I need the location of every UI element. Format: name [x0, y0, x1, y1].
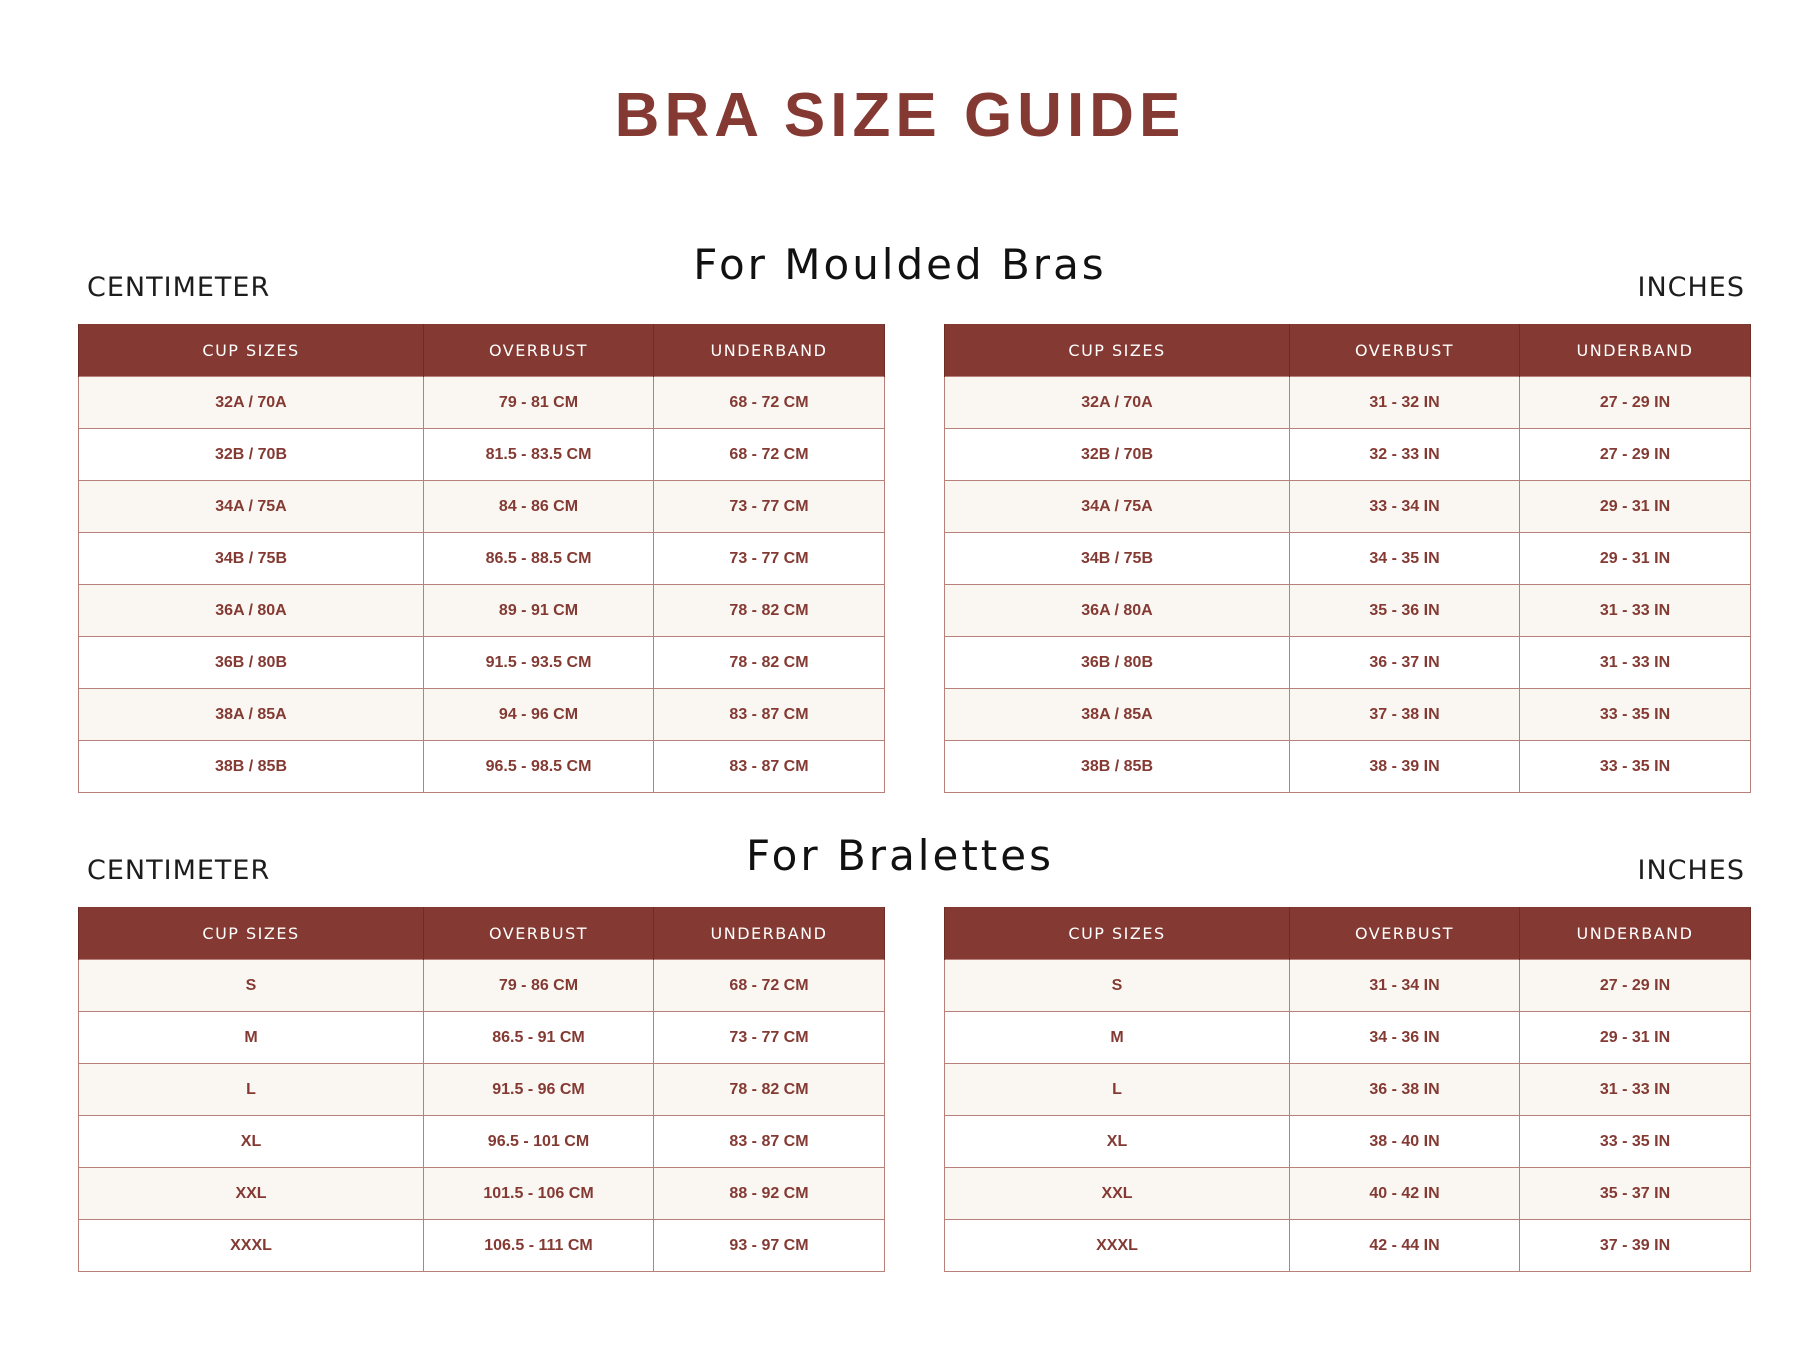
table-row: [945, 960, 1751, 1012]
cell-cup-sizes: 36A / 80A: [945, 585, 1290, 637]
cell-cup-sizes: 34B / 75B: [79, 533, 424, 585]
unit-label-centimeter: CENTIMETER: [87, 855, 271, 886]
cell-cup-sizes: 32B / 70B: [79, 429, 424, 481]
cell-underband: 73 - 77 CM: [654, 1012, 885, 1064]
cell-overbust: 106.5 - 111 CM: [424, 1220, 654, 1272]
cell-underband: 31 - 33 IN: [1520, 1064, 1751, 1116]
table-row: [79, 429, 885, 481]
cell-underband: 33 - 35 IN: [1520, 1116, 1751, 1168]
table-header-row: [945, 324, 1751, 377]
cell-cup-sizes: XXXL: [79, 1220, 424, 1272]
cell-overbust: 40 - 42 IN: [1290, 1168, 1520, 1220]
cell-overbust: 38 - 40 IN: [1290, 1116, 1520, 1168]
cell-overbust: 34 - 35 IN: [1290, 533, 1520, 585]
unit-label-centimeter: CENTIMETER: [87, 272, 271, 303]
cell-underband: 83 - 87 CM: [654, 689, 885, 741]
cell-overbust: 37 - 38 IN: [1290, 689, 1520, 741]
table-row: [79, 1116, 885, 1168]
cell-overbust: 31 - 34 IN: [1290, 960, 1520, 1012]
cell-overbust: 84 - 86 CM: [424, 481, 654, 533]
cell-cup-sizes: 38B / 85B: [79, 741, 424, 793]
cell-overbust: 34 - 36 IN: [1290, 1012, 1520, 1064]
cell-underband: 83 - 87 CM: [654, 1116, 885, 1168]
cell-underband: 31 - 33 IN: [1520, 637, 1751, 689]
section-title-moulded-bras: For Moulded Bras: [693, 240, 1107, 289]
unit-label-inches: INCHES: [1637, 855, 1745, 886]
cell-underband: 78 - 82 CM: [654, 637, 885, 689]
cell-overbust: 86.5 - 91 CM: [424, 1012, 654, 1064]
cell-underband: 33 - 35 IN: [1520, 689, 1751, 741]
column-header-underband: UNDERBAND: [1520, 324, 1751, 377]
cell-cup-sizes: 36B / 80B: [945, 637, 1290, 689]
column-header-underband: UNDERBAND: [654, 907, 885, 960]
cell-underband: 31 - 33 IN: [1520, 585, 1751, 637]
cell-underband: 88 - 92 CM: [654, 1168, 885, 1220]
cell-underband: 68 - 72 CM: [654, 960, 885, 1012]
cell-underband: 27 - 29 IN: [1520, 429, 1751, 481]
table-row: [945, 533, 1751, 585]
table-row: [945, 689, 1751, 741]
cell-overbust: 91.5 - 96 CM: [424, 1064, 654, 1116]
cell-cup-sizes: L: [945, 1064, 1290, 1116]
cell-underband: 73 - 77 CM: [654, 481, 885, 533]
table-row: [945, 1116, 1751, 1168]
cell-overbust: 91.5 - 93.5 CM: [424, 637, 654, 689]
table-row: [945, 741, 1751, 793]
moulded-inches-table: [944, 324, 1751, 793]
cell-underband: 73 - 77 CM: [654, 533, 885, 585]
cell-underband: 29 - 31 IN: [1520, 1012, 1751, 1064]
cell-overbust: 32 - 33 IN: [1290, 429, 1520, 481]
cell-overbust: 94 - 96 CM: [424, 689, 654, 741]
column-header-cup-sizes: CUP SIZES: [79, 324, 424, 377]
table-header-row: [945, 907, 1751, 960]
table-row: [79, 377, 885, 429]
table-row: [79, 1168, 885, 1220]
cell-cup-sizes: 32B / 70B: [945, 429, 1290, 481]
table-row: [79, 1064, 885, 1116]
cell-overbust: 101.5 - 106 CM: [424, 1168, 654, 1220]
cell-underband: 33 - 35 IN: [1520, 741, 1751, 793]
table-row: [945, 377, 1751, 429]
cell-underband: 37 - 39 IN: [1520, 1220, 1751, 1272]
table-row: [79, 1012, 885, 1064]
cell-cup-sizes: 36A / 80A: [79, 585, 424, 637]
cell-cup-sizes: S: [945, 960, 1290, 1012]
table-header-row: [79, 907, 885, 960]
cell-overbust: 79 - 86 CM: [424, 960, 654, 1012]
cell-underband: 83 - 87 CM: [654, 741, 885, 793]
table-row: [79, 637, 885, 689]
column-header-cup-sizes: CUP SIZES: [79, 907, 424, 960]
column-header-overbust: OVERBUST: [424, 324, 654, 377]
table-row: [945, 585, 1751, 637]
cell-overbust: 86.5 - 88.5 CM: [424, 533, 654, 585]
cell-cup-sizes: XXL: [945, 1168, 1290, 1220]
cell-underband: 27 - 29 IN: [1520, 377, 1751, 429]
column-header-underband: UNDERBAND: [654, 324, 885, 377]
cell-cup-sizes: M: [79, 1012, 424, 1064]
page-title: BRA SIZE GUIDE: [614, 81, 1186, 150]
cell-cup-sizes: S: [79, 960, 424, 1012]
cell-underband: 29 - 31 IN: [1520, 481, 1751, 533]
table-row: [945, 1220, 1751, 1272]
cell-overbust: 35 - 36 IN: [1290, 585, 1520, 637]
cell-cup-sizes: 38A / 85A: [79, 689, 424, 741]
cell-cup-sizes: 34B / 75B: [945, 533, 1290, 585]
cell-underband: 78 - 82 CM: [654, 1064, 885, 1116]
cell-underband: 29 - 31 IN: [1520, 533, 1751, 585]
cell-overbust: 36 - 38 IN: [1290, 1064, 1520, 1116]
cell-cup-sizes: 36B / 80B: [79, 637, 424, 689]
cell-overbust: 31 - 32 IN: [1290, 377, 1520, 429]
table-header-row: [79, 324, 885, 377]
column-header-underband: UNDERBAND: [1520, 907, 1751, 960]
table-row: [945, 1012, 1751, 1064]
cell-underband: 78 - 82 CM: [654, 585, 885, 637]
cell-overbust: 42 - 44 IN: [1290, 1220, 1520, 1272]
cell-cup-sizes: 32A / 70A: [945, 377, 1290, 429]
cell-cup-sizes: 34A / 75A: [945, 481, 1290, 533]
column-header-cup-sizes: CUP SIZES: [945, 324, 1290, 377]
cell-overbust: 81.5 - 83.5 CM: [424, 429, 654, 481]
table-row: [945, 481, 1751, 533]
cell-cup-sizes: XL: [79, 1116, 424, 1168]
cell-overbust: 33 - 34 IN: [1290, 481, 1520, 533]
table-row: [945, 1168, 1751, 1220]
section-title-bralettes: For Bralettes: [746, 831, 1054, 880]
cell-cup-sizes: L: [79, 1064, 424, 1116]
unit-label-inches: INCHES: [1637, 272, 1745, 303]
cell-cup-sizes: 38B / 85B: [945, 741, 1290, 793]
column-header-overbust: OVERBUST: [1290, 324, 1520, 377]
table-row: [79, 689, 885, 741]
cell-cup-sizes: XL: [945, 1116, 1290, 1168]
table-row: [79, 1220, 885, 1272]
cell-overbust: 89 - 91 CM: [424, 585, 654, 637]
cell-overbust: 79 - 81 CM: [424, 377, 654, 429]
column-header-overbust: OVERBUST: [424, 907, 654, 960]
bralettes-cm-table: [78, 907, 885, 1272]
table-row: [945, 1064, 1751, 1116]
cell-cup-sizes: 34A / 75A: [79, 481, 424, 533]
column-header-cup-sizes: CUP SIZES: [945, 907, 1290, 960]
cell-underband: 93 - 97 CM: [654, 1220, 885, 1272]
cell-underband: 68 - 72 CM: [654, 377, 885, 429]
cell-cup-sizes: 32A / 70A: [79, 377, 424, 429]
cell-cup-sizes: XXL: [79, 1168, 424, 1220]
table-row: [79, 960, 885, 1012]
table-row: [945, 429, 1751, 481]
cell-underband: 35 - 37 IN: [1520, 1168, 1751, 1220]
table-row: [79, 585, 885, 637]
table-row: [79, 741, 885, 793]
cell-overbust: 96.5 - 98.5 CM: [424, 741, 654, 793]
column-header-overbust: OVERBUST: [1290, 907, 1520, 960]
table-row: [79, 533, 885, 585]
table-row: [945, 637, 1751, 689]
cell-overbust: 96.5 - 101 CM: [424, 1116, 654, 1168]
table-row: [79, 481, 885, 533]
bralettes-inches-table: [944, 907, 1751, 1272]
cell-cup-sizes: 38A / 85A: [945, 689, 1290, 741]
cell-underband: 68 - 72 CM: [654, 429, 885, 481]
cell-overbust: 38 - 39 IN: [1290, 741, 1520, 793]
moulded-cm-table: [78, 324, 885, 793]
cell-underband: 27 - 29 IN: [1520, 960, 1751, 1012]
cell-cup-sizes: M: [945, 1012, 1290, 1064]
cell-overbust: 36 - 37 IN: [1290, 637, 1520, 689]
cell-cup-sizes: XXXL: [945, 1220, 1290, 1272]
